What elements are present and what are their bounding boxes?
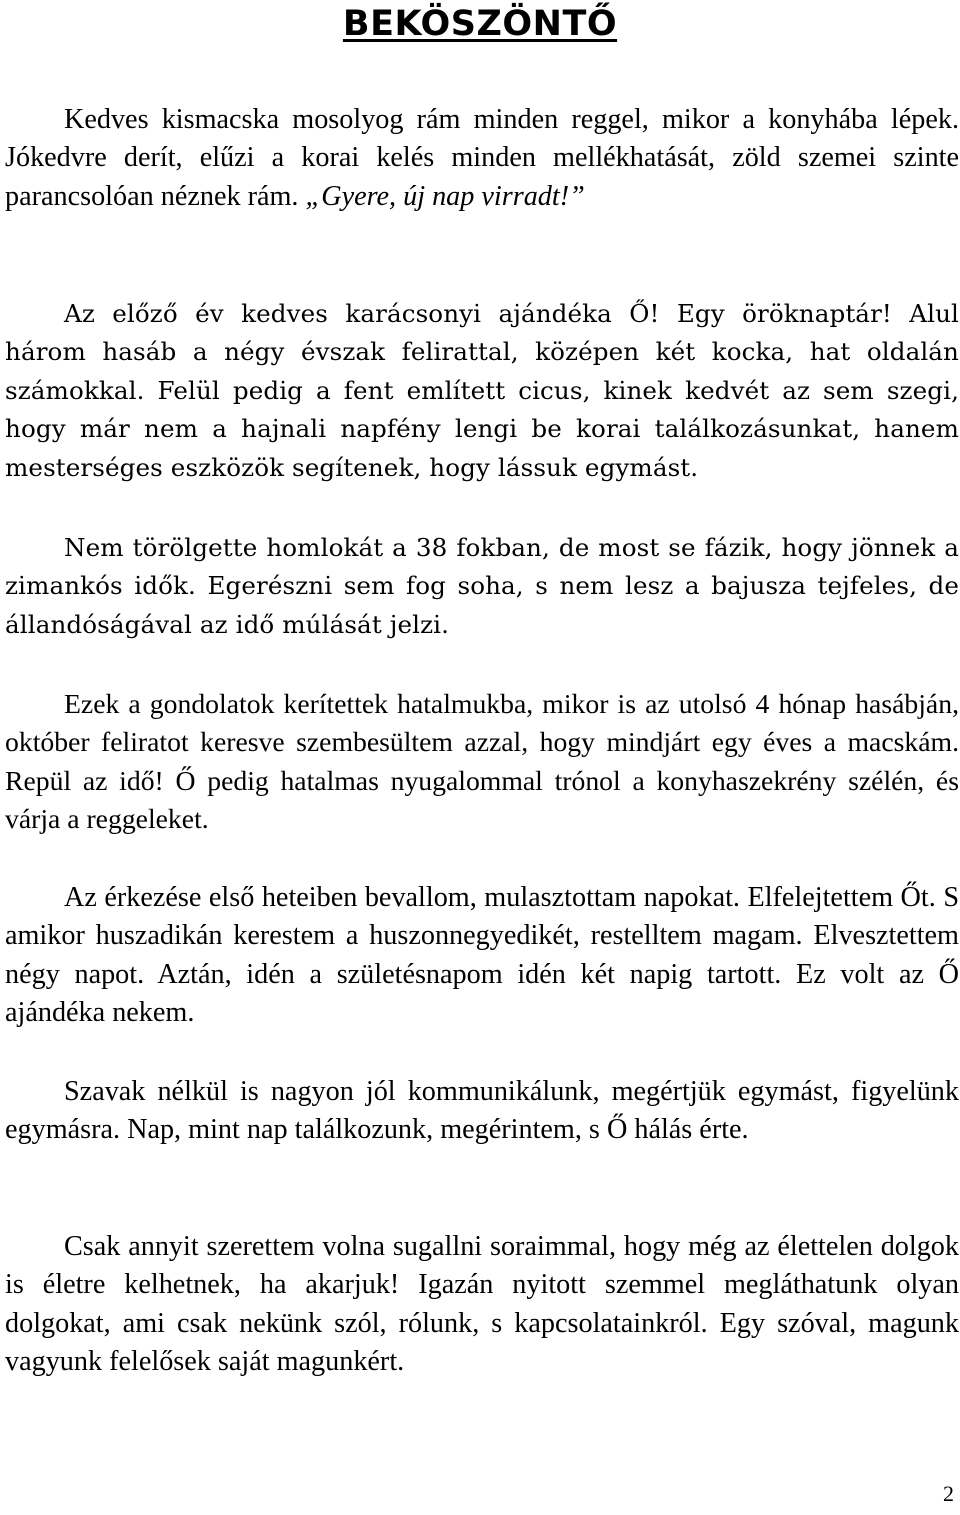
paragraph-7: Csak annyit szerettem volna sugallni soraimmal, hogy még az élettelen dolgok is életre kelhetnek, ha akarjuk! Igazán nyitott szemmel megláthatunk olyan dolgokat, ami csak nekünk szól, rólunk, s kapcsolatainkról. Egy szóval, magunk vagyunk felelősek saját magunkért. [5, 1231, 959, 1378]
paragraph-5: Az érkezése első heteiben bevallom, mulasztottam napokat. Elfelejtettem Őt. S amikor huszadikán kerestem a huszonnegyedikét, restelltem magam. Elvesztettem négy napot. Aztán, idén a születésnapom idén két napig tartott. Ez volt az Ő ajándéka nekem. [5, 882, 959, 1029]
page-number: 2 [943, 1481, 954, 1506]
paragraph-6: Szavak nélkül is nagyon jól kommunikálunk, megértjük egymást, figyelünk egymásra. Nap, mint nap találkozunk, megérintem, s Ő hálás érte. [5, 1076, 959, 1146]
page-title: BEKÖSZÖNTŐ [342, 4, 618, 44]
paragraph-4: Ezek a gondolatok kerítettek hatalmukba, mikor is az utolsó 4 hónap hasábján, október feliratot keresve szembesültem azzal, hogy mindjárt egy éves a macskám. Repül az idő! Ő pedig hatalmas nyugalommal trónol a konyhaszekrény szélén, és várja a reggeleket. [5, 688, 959, 835]
paragraph-1-text: Kedves kismacska mosolyog rám minden reggel, mikor a konyhába lépek. Jókedvre derít, elűzi a korai kelés minden mellékhatását, zöld szemei szinte parancsolóan néznek rám. [5, 104, 959, 212]
paragraph-2: Az előző év kedves karácsonyi ajándéka Ő! Egy öröknaptár! Alul három hasáb a négy évszak felirattal, középen két kocka, hat oldalán számokkal. Felül pedig a fent említett cicus, kinek kedvét az sem szegi, hogy már nem a hajnali napfény lengi be korai találkozásunkat, hanem mesterséges eszközök segítenek, hogy lássuk egymást. [5, 299, 959, 482]
paragraph-1 [5, 101, 959, 216]
paragraph-1-quote: „Gyere, új nap virradt!” [305, 180, 585, 212]
paragraph-3: Nem törölgette homlokát a 38 fokban, de most se fázik, hogy jönnek a zimankós idők. Egerészni sem fog soha, s nem lesz a bajusza tejfeles, de állandóságával az idő múlását jelzi. [5, 533, 959, 639]
